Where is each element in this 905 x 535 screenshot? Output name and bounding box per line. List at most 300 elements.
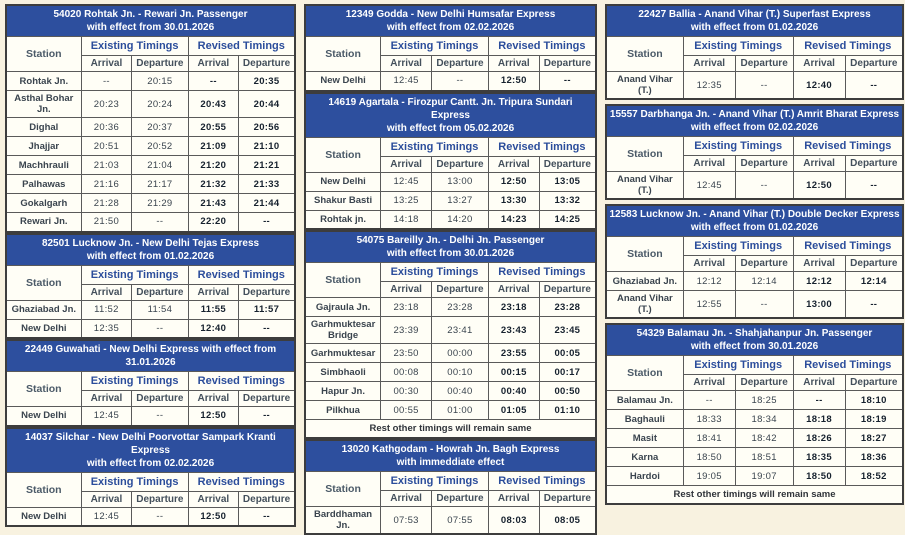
existing-departure-cell: 01:00 xyxy=(432,401,489,420)
departure-header: Departure xyxy=(432,491,489,507)
station-column-header: Station xyxy=(305,472,381,507)
table-row xyxy=(305,72,596,91)
arrival-header: Arrival xyxy=(683,156,735,172)
station-column-header: Station xyxy=(305,37,381,72)
station-column-header: Station xyxy=(6,37,81,72)
station-cell: Rohtak Jn. xyxy=(6,72,81,91)
train-timetable xyxy=(5,233,296,340)
revised-departure-cell: -- xyxy=(845,72,903,100)
revised-departure-cell: -- xyxy=(845,291,903,319)
table-row xyxy=(305,344,596,363)
train-title: 22427 Ballia - Anand Vihar (T.) Superfast Express xyxy=(638,9,871,20)
revised-arrival-cell: -- xyxy=(793,391,845,410)
departure-header: Departure xyxy=(735,375,793,391)
table-row xyxy=(606,291,903,319)
departure-header: Departure xyxy=(539,56,596,72)
existing-arrival-cell: 21:50 xyxy=(81,213,132,232)
existing-departure-cell: 20:15 xyxy=(132,72,188,91)
existing-departure-cell: 19:07 xyxy=(735,467,793,486)
timetable-column-left xyxy=(5,4,296,522)
train-title-bar xyxy=(606,205,903,237)
train-title: 54075 Bareilly Jn. - Delhi Jn. Passenger xyxy=(356,235,545,246)
note-row: Rest other timings will remain same xyxy=(606,486,903,505)
table-row xyxy=(6,175,295,194)
train-title: 14037 Silchar - New Delhi Poorvottar Sampark Kranti Express xyxy=(25,431,276,456)
train-title-bar xyxy=(6,340,295,372)
train-title-bar xyxy=(305,440,596,472)
station-cell: Anand Vihar (T.) xyxy=(606,72,683,100)
existing-departure-cell: 00:10 xyxy=(432,363,489,382)
revised-arrival-cell: 21:43 xyxy=(188,194,239,213)
station-cell: Barddhaman Jn. xyxy=(305,507,381,535)
table-row xyxy=(305,317,596,344)
arrival-header: Arrival xyxy=(381,56,432,72)
existing-arrival-cell: 12:45 xyxy=(81,407,132,426)
existing-arrival-cell: 18:33 xyxy=(683,410,735,429)
table-row xyxy=(6,300,295,319)
existing-departure-cell: -- xyxy=(132,507,188,526)
existing-arrival-cell: 00:30 xyxy=(381,382,432,401)
existing-arrival-cell: 20:23 xyxy=(81,91,132,118)
existing-arrival-cell: 00:08 xyxy=(381,363,432,382)
arrival-header: Arrival xyxy=(488,491,539,507)
train-title-bar xyxy=(606,324,903,356)
arrival-header: Arrival xyxy=(683,56,735,72)
station-cell: New Delhi xyxy=(6,507,81,526)
revised-departure-cell: 00:50 xyxy=(539,382,596,401)
revised-arrival-cell: 23:43 xyxy=(488,317,539,344)
existing-departure-cell: 21:17 xyxy=(132,175,188,194)
effective-date-line: with effect from 30.01.2026 xyxy=(386,248,515,259)
revised-departure-cell: -- xyxy=(845,172,903,200)
existing-arrival-cell: 12:45 xyxy=(81,507,132,526)
revised-departure-cell: 21:44 xyxy=(239,194,295,213)
existing-timings-header: Existing Timings xyxy=(381,263,489,282)
arrival-header: Arrival xyxy=(683,256,735,272)
station-cell: Rohtak jn. xyxy=(305,210,381,229)
revised-timings-header: Revised Timings xyxy=(488,263,596,282)
arrival-header: Arrival xyxy=(81,56,132,72)
existing-arrival-cell: 12:12 xyxy=(683,272,735,291)
table-row xyxy=(305,363,596,382)
revised-departure-cell: 23:45 xyxy=(539,317,596,344)
revised-arrival-cell: 21:09 xyxy=(188,137,239,156)
revised-timings-header: Revised Timings xyxy=(488,37,596,56)
station-cell: Dighal xyxy=(6,118,81,137)
departure-header: Departure xyxy=(845,375,903,391)
train-timetable xyxy=(605,4,904,100)
existing-arrival-cell: -- xyxy=(683,391,735,410)
revised-timings-header: Revised Timings xyxy=(488,472,596,491)
station-column-header: Station xyxy=(305,263,381,298)
train-title-bar xyxy=(606,5,903,37)
table-row xyxy=(606,391,903,410)
revised-arrival-cell: 22:20 xyxy=(188,213,239,232)
table-row xyxy=(6,91,295,118)
revised-departure-cell: 21:10 xyxy=(239,137,295,156)
station-cell: Baghauli xyxy=(606,410,683,429)
revised-departure-cell: 18:19 xyxy=(845,410,903,429)
departure-header: Departure xyxy=(132,56,188,72)
train-timetable xyxy=(304,439,597,535)
train-timetable xyxy=(304,4,597,92)
revised-arrival-cell: 20:55 xyxy=(188,118,239,137)
existing-arrival-cell: 23:39 xyxy=(381,317,432,344)
revised-arrival-cell: 01:05 xyxy=(488,401,539,420)
revised-arrival-cell: 12:40 xyxy=(188,319,239,338)
station-cell: Gokalgarh xyxy=(6,194,81,213)
train-timetable xyxy=(605,104,904,200)
existing-arrival-cell: 19:05 xyxy=(683,467,735,486)
revised-departure-cell: 21:21 xyxy=(239,156,295,175)
revised-departure-cell: 20:35 xyxy=(239,72,295,91)
table-row xyxy=(305,507,596,535)
departure-header: Departure xyxy=(735,256,793,272)
table-row xyxy=(305,210,596,229)
train-timetable xyxy=(5,427,296,528)
revised-arrival-cell: 11:55 xyxy=(188,300,239,319)
revised-departure-cell: 00:17 xyxy=(539,363,596,382)
effective-date-line: with effect from 01.02.2026 xyxy=(86,250,215,262)
station-cell: Balamau Jn. xyxy=(606,391,683,410)
existing-departure-cell: 18:42 xyxy=(735,429,793,448)
train-title: 13020 Kathgodam - Howrah Jn. Bagh Express xyxy=(341,444,560,455)
arrival-header: Arrival xyxy=(488,56,539,72)
existing-departure-cell: 18:25 xyxy=(735,391,793,410)
revised-departure-cell: 20:44 xyxy=(239,91,295,118)
existing-arrival-cell: 21:03 xyxy=(81,156,132,175)
revised-arrival-cell: 00:40 xyxy=(488,382,539,401)
revised-arrival-cell: 21:32 xyxy=(188,175,239,194)
table-row xyxy=(6,72,295,91)
existing-timings-header: Existing Timings xyxy=(381,137,489,156)
table-row xyxy=(606,172,903,200)
departure-header: Departure xyxy=(239,391,295,407)
departure-header: Departure xyxy=(845,56,903,72)
train-timetable xyxy=(304,92,597,231)
existing-timings-header: Existing Timings xyxy=(81,472,188,491)
revised-arrival-cell: 14:23 xyxy=(488,210,539,229)
revised-departure-cell: -- xyxy=(239,507,295,526)
station-column-header: Station xyxy=(6,265,81,300)
train-timetable xyxy=(5,4,296,233)
station-cell: New Delhi xyxy=(6,319,81,338)
existing-timings-header: Existing Timings xyxy=(683,356,793,375)
table-row xyxy=(606,429,903,448)
station-cell: Ghaziabad Jn. xyxy=(6,300,81,319)
station-column-header: Station xyxy=(606,37,683,72)
table-row xyxy=(305,382,596,401)
revised-arrival-cell: 12:50 xyxy=(488,172,539,191)
effective-date-line: with effect from 01.02.2026 xyxy=(690,22,819,33)
effective-date-line: with effect from 02.02.2026 xyxy=(386,22,515,33)
revised-arrival-cell: 08:03 xyxy=(488,507,539,535)
table-row xyxy=(606,410,903,429)
table-row xyxy=(606,72,903,100)
effective-date-line: with effect from 30.01.2026 xyxy=(690,341,819,352)
arrival-header: Arrival xyxy=(381,282,432,298)
departure-header: Departure xyxy=(239,56,295,72)
revised-arrival-cell: 12:50 xyxy=(188,507,239,526)
existing-departure-cell: 21:29 xyxy=(132,194,188,213)
existing-departure-cell: 20:37 xyxy=(132,118,188,137)
train-title: 15557 Darbhanga Jn. - Anand Vihar (T.) Amrit Bharat Express xyxy=(609,109,900,120)
existing-timings-header: Existing Timings xyxy=(81,372,188,391)
arrival-header: Arrival xyxy=(188,284,239,300)
arrival-header: Arrival xyxy=(381,156,432,172)
existing-arrival-cell: 12:55 xyxy=(683,291,735,319)
table-row xyxy=(6,137,295,156)
revised-departure-cell: 13:32 xyxy=(539,191,596,210)
departure-header: Departure xyxy=(735,56,793,72)
train-title-bar xyxy=(6,234,295,266)
effective-date-line: with immeddiate effect xyxy=(396,457,505,468)
revised-timings-header: Revised Timings xyxy=(188,372,295,391)
existing-arrival-cell: 23:50 xyxy=(381,344,432,363)
train-timetable xyxy=(605,204,904,319)
revised-departure-cell: 12:14 xyxy=(845,272,903,291)
table-row xyxy=(6,319,295,338)
existing-timings-header: Existing Timings xyxy=(683,137,793,156)
table-row xyxy=(305,401,596,420)
effective-date-line: with effect from 01.02.2026 xyxy=(690,222,819,233)
existing-departure-cell: 00:40 xyxy=(432,382,489,401)
effective-date-line: with effect from 02.02.2026 xyxy=(86,457,215,469)
revised-arrival-cell: 18:18 xyxy=(793,410,845,429)
table-row xyxy=(606,272,903,291)
existing-arrival-cell: 12:35 xyxy=(683,72,735,100)
revised-timings-header: Revised Timings xyxy=(188,37,295,56)
existing-departure-cell: 23:41 xyxy=(432,317,489,344)
arrival-header: Arrival xyxy=(683,375,735,391)
table-row xyxy=(6,156,295,175)
departure-header: Departure xyxy=(539,156,596,172)
train-title: 12583 Lucknow Jn. - Anand Vihar (T.) Double Decker Express xyxy=(609,209,900,220)
departure-header: Departure xyxy=(432,56,489,72)
existing-arrival-cell: 12:45 xyxy=(381,72,432,91)
station-cell: New Delhi xyxy=(6,407,81,426)
existing-arrival-cell: 21:16 xyxy=(81,175,132,194)
arrival-header: Arrival xyxy=(188,391,239,407)
train-title: 12349 Godda - New Delhi Humsafar Express xyxy=(345,9,556,20)
station-cell: New Delhi xyxy=(305,172,381,191)
revised-timings-header: Revised Timings xyxy=(793,137,903,156)
existing-departure-cell: 11:54 xyxy=(132,300,188,319)
station-cell: Masit xyxy=(606,429,683,448)
existing-arrival-cell: 20:36 xyxy=(81,118,132,137)
revised-timings-header: Revised Timings xyxy=(793,37,903,56)
departure-header: Departure xyxy=(132,491,188,507)
train-timetable xyxy=(605,323,904,505)
arrival-header: Arrival xyxy=(381,491,432,507)
existing-departure-cell: 18:34 xyxy=(735,410,793,429)
existing-departure-cell: -- xyxy=(132,407,188,426)
revised-departure-cell: 00:05 xyxy=(539,344,596,363)
departure-header: Departure xyxy=(239,284,295,300)
train-title-bar xyxy=(6,428,295,473)
train-title-bar xyxy=(305,93,596,138)
station-column-header: Station xyxy=(606,356,683,391)
revised-arrival-cell: 18:35 xyxy=(793,448,845,467)
revised-arrival-cell: 18:26 xyxy=(793,429,845,448)
arrival-header: Arrival xyxy=(81,284,132,300)
revised-arrival-cell: 12:50 xyxy=(188,407,239,426)
train-title-bar xyxy=(6,5,295,37)
existing-departure-cell: 18:51 xyxy=(735,448,793,467)
existing-departure-cell: -- xyxy=(735,291,793,319)
revised-departure-cell: -- xyxy=(239,213,295,232)
departure-header: Departure xyxy=(735,156,793,172)
table-row xyxy=(606,448,903,467)
revised-departure-cell: 23:28 xyxy=(539,298,596,317)
revised-arrival-cell: 13:00 xyxy=(793,291,845,319)
existing-timings-header: Existing Timings xyxy=(381,472,489,491)
revised-departure-cell: 13:05 xyxy=(539,172,596,191)
revised-arrival-cell: 12:50 xyxy=(793,172,845,200)
arrival-header: Arrival xyxy=(81,491,132,507)
revised-arrival-cell: 20:43 xyxy=(188,91,239,118)
arrival-header: Arrival xyxy=(793,156,845,172)
station-cell: Jhajjar xyxy=(6,137,81,156)
revised-arrival-cell: 12:12 xyxy=(793,272,845,291)
revised-arrival-cell: 00:15 xyxy=(488,363,539,382)
revised-departure-cell: 18:27 xyxy=(845,429,903,448)
train-title-bar xyxy=(305,231,596,263)
revised-departure-cell: 18:10 xyxy=(845,391,903,410)
revised-departure-cell: 20:56 xyxy=(239,118,295,137)
train-timetable xyxy=(304,230,597,439)
existing-timings-header: Existing Timings xyxy=(381,37,489,56)
table-row xyxy=(6,194,295,213)
existing-departure-cell: -- xyxy=(432,72,489,91)
station-cell: Pilkhua xyxy=(305,401,381,420)
arrival-header: Arrival xyxy=(793,375,845,391)
station-cell: Hapur Jn. xyxy=(305,382,381,401)
existing-timings-header: Existing Timings xyxy=(81,265,188,284)
arrival-header: Arrival xyxy=(488,282,539,298)
departure-header: Departure xyxy=(432,282,489,298)
station-cell: Machhrauli xyxy=(6,156,81,175)
station-cell: Garhmuktesar xyxy=(305,344,381,363)
existing-departure-cell: 23:28 xyxy=(432,298,489,317)
train-title-bar xyxy=(606,105,903,137)
existing-departure-cell: -- xyxy=(132,213,188,232)
station-cell: Anand Vihar (T.) xyxy=(606,172,683,200)
revised-arrival-cell: -- xyxy=(188,72,239,91)
station-cell: Palhawas xyxy=(6,175,81,194)
existing-departure-cell: 13:00 xyxy=(432,172,489,191)
existing-departure-cell: 07:55 xyxy=(432,507,489,535)
existing-arrival-cell: 14:18 xyxy=(381,210,432,229)
table-row xyxy=(6,213,295,232)
station-column-header: Station xyxy=(6,472,81,507)
existing-departure-cell: 00:00 xyxy=(432,344,489,363)
revised-arrival-cell: 23:55 xyxy=(488,344,539,363)
departure-header: Departure xyxy=(132,391,188,407)
station-column-header: Station xyxy=(305,137,381,172)
existing-arrival-cell: 23:18 xyxy=(381,298,432,317)
arrival-header: Arrival xyxy=(793,56,845,72)
departure-header: Departure xyxy=(239,491,295,507)
revised-timings-header: Revised Timings xyxy=(488,137,596,156)
station-column-header: Station xyxy=(606,237,683,272)
existing-arrival-cell: 12:45 xyxy=(683,172,735,200)
table-row xyxy=(606,467,903,486)
existing-departure-cell: 20:52 xyxy=(132,137,188,156)
table-row xyxy=(6,118,295,137)
revised-timings-header: Revised Timings xyxy=(793,356,903,375)
revised-departure-cell: 11:57 xyxy=(239,300,295,319)
station-column-header: Station xyxy=(606,137,683,172)
station-cell: Simbhaoli xyxy=(305,363,381,382)
departure-header: Departure xyxy=(845,256,903,272)
train-title-bar xyxy=(305,5,596,37)
existing-arrival-cell: 21:28 xyxy=(81,194,132,213)
train-title: 82501 Lucknow Jn. - New Delhi Tejas Express xyxy=(41,237,260,249)
effective-date-line: with effect from 05.02.2026 xyxy=(386,122,515,134)
existing-departure-cell: 13:27 xyxy=(432,191,489,210)
station-cell: Anand Vihar (T.) xyxy=(606,291,683,319)
revised-arrival-cell: 23:18 xyxy=(488,298,539,317)
existing-departure-cell: 21:04 xyxy=(132,156,188,175)
revised-departure-cell: -- xyxy=(239,407,295,426)
table-row xyxy=(6,507,295,526)
revised-timings-header: Revised Timings xyxy=(188,265,295,284)
revised-departure-cell: -- xyxy=(239,319,295,338)
table-row xyxy=(6,407,295,426)
station-cell: Ghaziabad Jn. xyxy=(606,272,683,291)
note-row: Rest other timings will remain same xyxy=(305,420,596,439)
existing-arrival-cell: 00:55 xyxy=(381,401,432,420)
effective-date-line: with effect from 30.01.2026 xyxy=(86,22,215,33)
table-row xyxy=(305,172,596,191)
existing-arrival-cell: 18:50 xyxy=(683,448,735,467)
departure-header: Departure xyxy=(539,282,596,298)
existing-arrival-cell: 20:51 xyxy=(81,137,132,156)
revised-timings-header: Revised Timings xyxy=(793,237,903,256)
timetable-column-middle xyxy=(304,4,597,531)
revised-arrival-cell: 18:50 xyxy=(793,467,845,486)
existing-departure-cell: -- xyxy=(735,172,793,200)
existing-timings-header: Existing Timings xyxy=(81,37,188,56)
train-title: 54329 Balamau Jn. - Shahjahanpur Jn. Passenger xyxy=(636,328,873,339)
station-cell: Shakur Basti xyxy=(305,191,381,210)
station-cell: Garhmuktesar Bridge xyxy=(305,317,381,344)
station-cell: Karna xyxy=(606,448,683,467)
existing-arrival-cell: 18:41 xyxy=(683,429,735,448)
existing-arrival-cell: 11:52 xyxy=(81,300,132,319)
train-title: 22449 Guwahati - New Delhi Express with effect from 31.01.2026 xyxy=(24,344,277,368)
revised-departure-cell: 18:52 xyxy=(845,467,903,486)
arrival-header: Arrival xyxy=(81,391,132,407)
existing-arrival-cell: 12:35 xyxy=(81,319,132,338)
departure-header: Departure xyxy=(845,156,903,172)
revised-departure-cell: 08:05 xyxy=(539,507,596,535)
arrival-header: Arrival xyxy=(188,491,239,507)
timetable-column-right xyxy=(605,4,904,505)
existing-timings-header: Existing Timings xyxy=(683,237,793,256)
revised-timings-header: Revised Timings xyxy=(188,472,295,491)
revised-arrival-cell: 21:20 xyxy=(188,156,239,175)
revised-arrival-cell: 13:30 xyxy=(488,191,539,210)
departure-header: Departure xyxy=(132,284,188,300)
station-cell: Hardoi xyxy=(606,467,683,486)
arrival-header: Arrival xyxy=(188,56,239,72)
train-title: 14619 Agartala - Firozpur Cantt. Jn. Tripura Sundari Express xyxy=(328,96,573,121)
station-column-header: Station xyxy=(6,372,81,407)
revised-departure-cell: 18:36 xyxy=(845,448,903,467)
revised-arrival-cell: 12:50 xyxy=(488,72,539,91)
